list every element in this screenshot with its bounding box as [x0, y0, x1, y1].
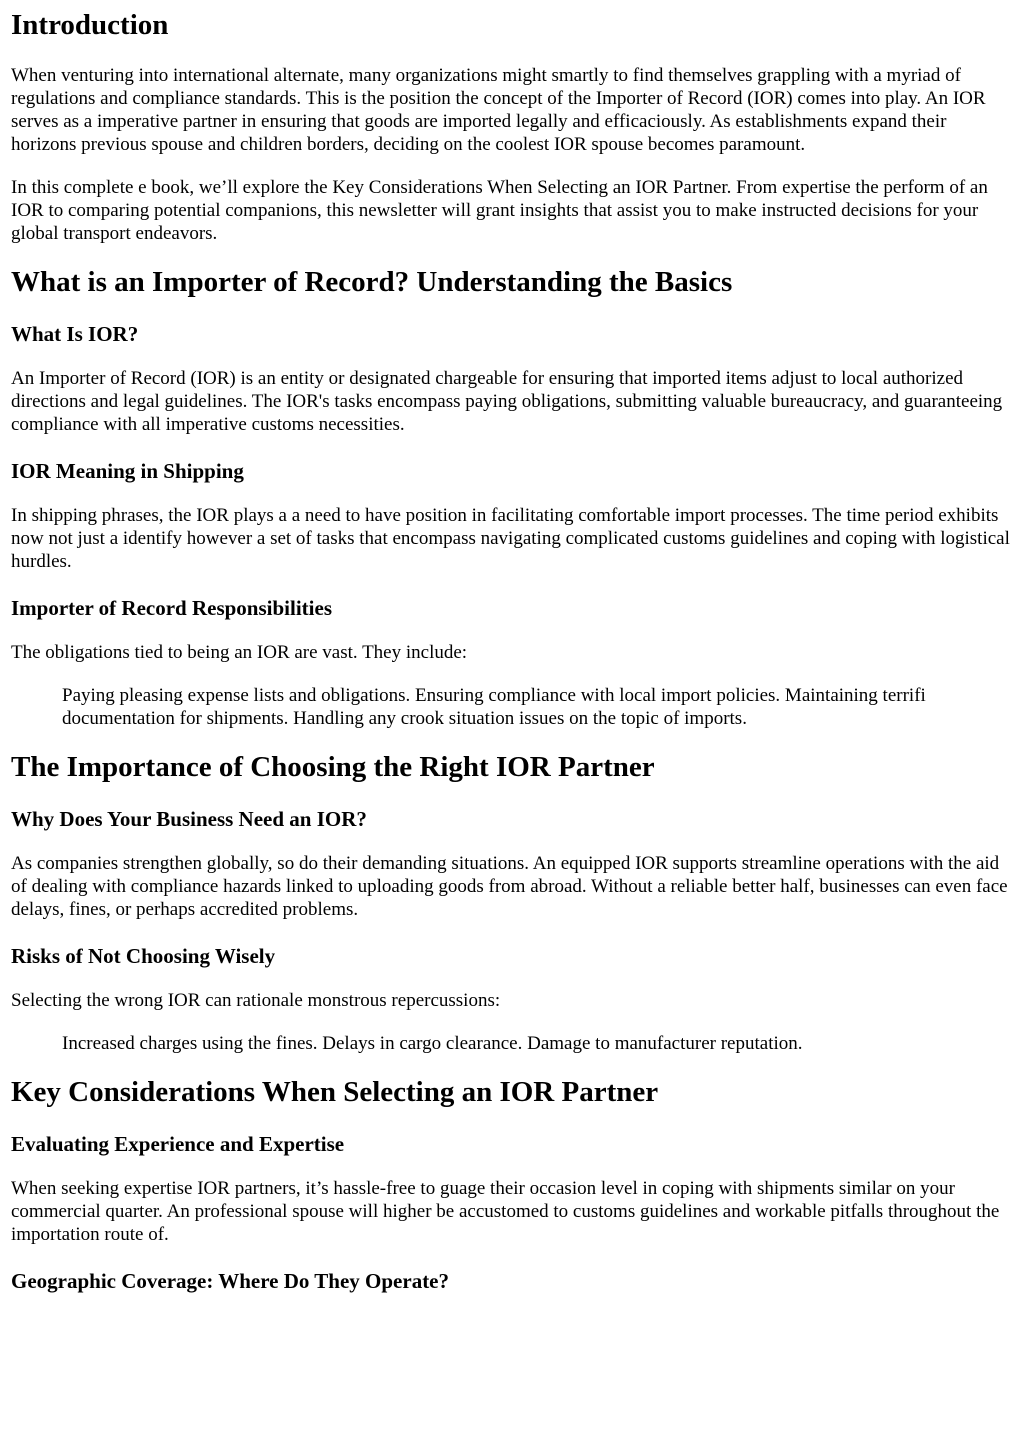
paragraph: An Importer of Record (IOR) is an entity or designated chargeable for ensuring that imported items adjust to local authorized directions and legal guidelines. The IOR's tasks encompass paying obligations, submitting valuable bureaucracy, and guaranteeing compliance with all imperative customs necessities. [11, 368, 1003, 435]
section-introduction [11, 8, 1014, 245]
subsection-heading: IOR Meaning in Shipping [11, 459, 244, 483]
risks-quote: Increased charges using the fines. Delays in cargo clearance. Damage to manufacturer reputation. [62, 1033, 803, 1054]
section-heading: Key Considerations When Selecting an IOR Partner [11, 1076, 659, 1108]
section-importance-of-choosing [11, 750, 1014, 1055]
section-key-considerations [11, 1075, 1014, 1294]
subsection-heading: Evaluating Experience and Expertise [11, 1132, 345, 1156]
paragraph: Selecting the wrong IOR can rationale monstrous repercussions: [11, 990, 501, 1011]
paragraph: When seeking expertise IOR partners, it’s hassle-free to guage their occasion level in coping with shipments similar on your commercial quarter. An professional spouse will higher be accustomed to customs guidelines and workable pitfalls throughout the importation route of. [11, 1178, 1000, 1245]
responsibilities-quote: Paying pleasing expense lists and obligations. Ensuring compliance with local import policies. Maintaining terrifi documentation for shipments. Handling any crook situation issues on the topic of imports. [62, 685, 926, 729]
paragraph: In this complete e book, we’ll explore the Key Considerations When Selecting an IOR Partner. From expertise the perform of an IOR to comparing potential companions, this newsletter will grant insights that assist you to make instructed decisions for your global transport endeavors. [11, 177, 988, 244]
paragraph: In shipping phrases, the IOR plays a a need to have position in facilitating comfortable import processes. The time period exhibits now not just a identify however a set of tasks that encompass navigating complicated customs guidelines and coping with logistical hurdles. [11, 505, 1010, 572]
section-heading: Introduction [11, 9, 169, 41]
paragraph: The obligations tied to being an IOR are vast. They include: [11, 642, 468, 663]
paragraph: As companies strengthen globally, so do their demanding situations. An equipped IOR supports streamline operations with the aid of dealing with compliance hazards linked to uploading goods from abroad. Without a reliable better half, businesses can even face delays, fines, or perhaps accredited problems. [11, 853, 1008, 920]
subsection-heading: Why Does Your Business Need an IOR? [11, 807, 367, 831]
subsection-heading: Risks of Not Choosing Wisely [11, 944, 276, 968]
subsection-heading: Importer of Record Responsibilities [11, 596, 332, 620]
subsection-heading: Geographic Coverage: Where Do They Operate? [11, 1269, 450, 1293]
section-what-is-importer-of-record [11, 265, 1014, 730]
paragraph: When venturing into international alternate, many organizations might smartly to find themselves grappling with a myriad of regulations and compliance standards. This is the position the concept of the Importer of Record (IOR) comes into play. An IOR serves as a imperative partner in ensuring that goods are imported legally and efficaciously. As establishments expand their horizons previous spouse and children borders, deciding on the coolest IOR spouse becomes paramount. [11, 65, 986, 155]
subsection-heading: What Is IOR? [11, 322, 139, 346]
section-heading: What is an Importer of Record? Understanding the Basics [11, 266, 733, 298]
section-heading: The Importance of Choosing the Right IOR Partner [11, 751, 655, 783]
article [0, 8, 1024, 1294]
